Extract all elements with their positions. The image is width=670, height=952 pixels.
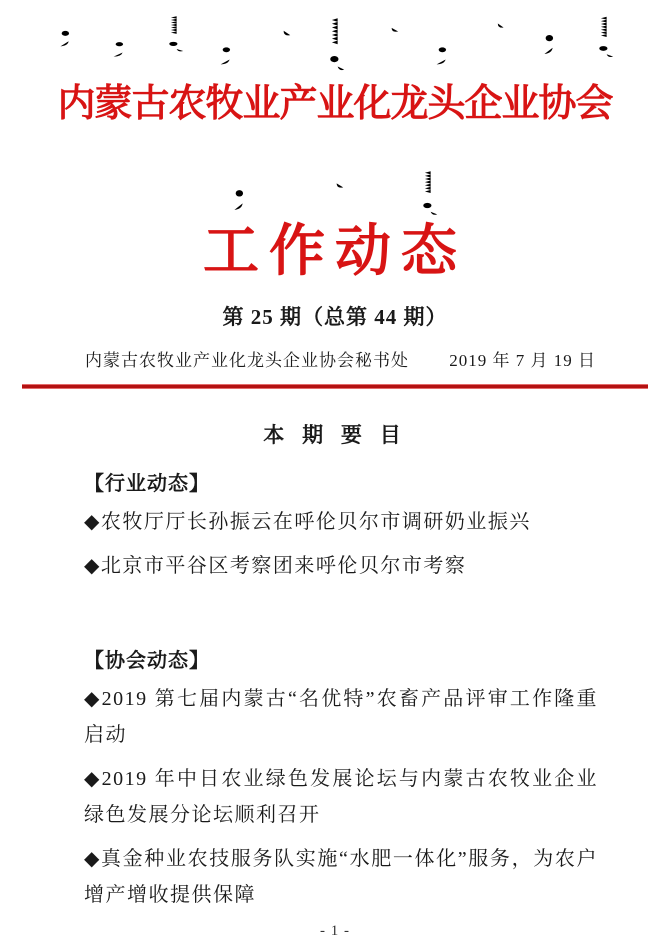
mongolian-word-icon <box>232 166 250 212</box>
toc-item: ◆北京市平谷区考察团来呼伦贝尔市考察 <box>84 555 467 578</box>
section-title: 【协会动态】 <box>84 650 210 673</box>
bulletin-title: 工作动态 <box>203 220 467 283</box>
toc-item: ◆2019 第七届内蒙古“名优特”农畜产品评审工作隆重启动 <box>84 688 598 747</box>
mongolian-word-icon <box>58 12 76 48</box>
mongolian-word-icon <box>273 12 291 38</box>
mongolian-script-banner-middle <box>0 166 670 220</box>
red-divider-rule <box>22 384 648 389</box>
issue-number: 第 25 期（总第 44 期） <box>222 305 448 330</box>
mongolian-word-icon <box>420 166 438 218</box>
mongolian-word-icon <box>435 12 453 66</box>
org-title: 内蒙古农牧业产业化龙头企业协会 <box>57 83 613 125</box>
toc <box>84 467 598 913</box>
mongolian-word-icon <box>381 12 399 34</box>
publisher-line <box>85 346 596 371</box>
publication-date: 2019 年 7 月 19 日 <box>449 351 596 371</box>
toc-heading: 本 期 要 目 <box>263 424 407 448</box>
toc-section-industry <box>84 467 598 584</box>
toc-item: ◆真金种业农技服务队实施“水肥一体化”服务，为农户增产增收提供保障 <box>84 848 598 907</box>
mongolian-word-icon <box>112 12 130 58</box>
mongolian-word-icon <box>596 12 614 60</box>
mongolian-word-icon <box>542 12 560 56</box>
section-gap <box>84 584 598 626</box>
publisher-name: 内蒙古农牧业产业化龙头企业协会秘书处 <box>85 351 409 371</box>
toc-item: ◆农牧厅厅长孙振云在呼伦贝尔市调研奶业振兴 <box>84 511 531 534</box>
page-number: - 1 - <box>320 923 350 939</box>
toc-section-association <box>84 644 598 913</box>
section-title: 【行业动态】 <box>84 473 210 496</box>
mongolian-word-icon <box>326 166 344 190</box>
mongolian-word-icon <box>488 12 506 30</box>
mongolian-script-banner-top <box>58 12 614 78</box>
toc-item: ◆2019 年中日农业绿色发展论坛与内蒙古农牧业企业绿色发展分论坛顺利召开 <box>84 768 598 827</box>
mongolian-word-icon <box>219 12 237 66</box>
mongolian-word-icon <box>327 12 345 74</box>
mongolian-word-icon <box>166 12 184 54</box>
